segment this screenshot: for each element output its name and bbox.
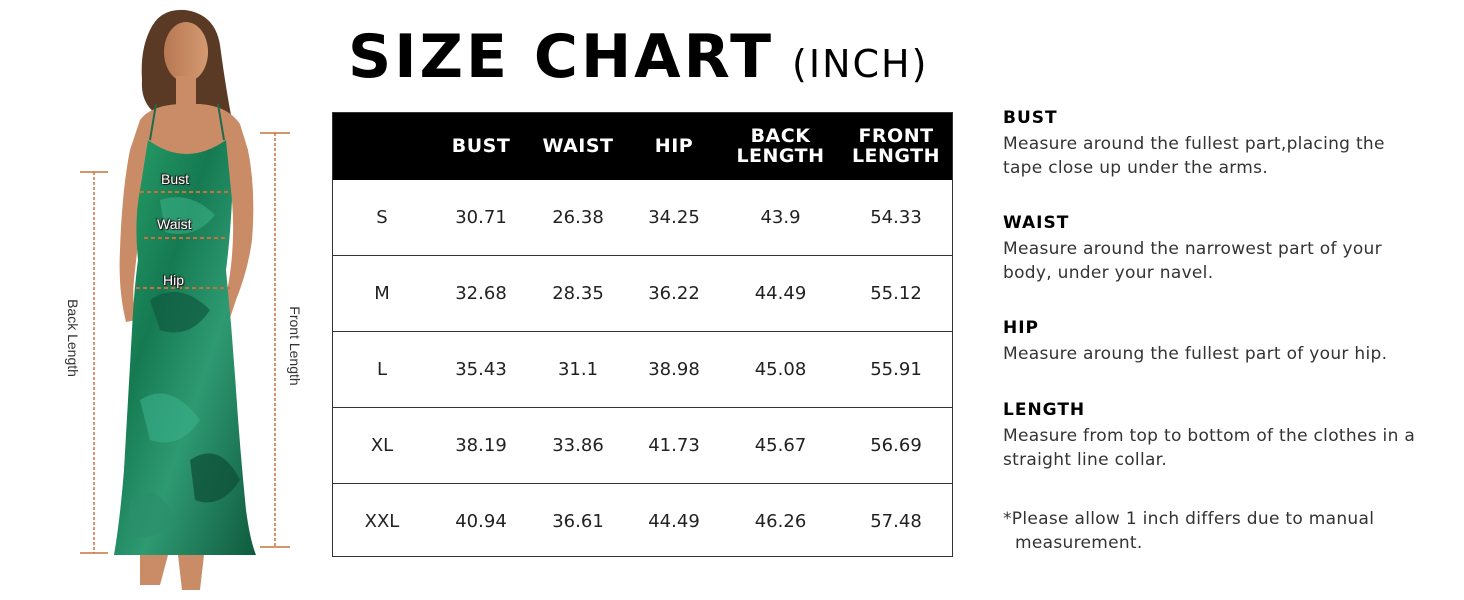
back-length-cell: 44.49 bbox=[722, 256, 839, 332]
waist-cell: 28.35 bbox=[530, 256, 626, 332]
page-title bbox=[348, 22, 928, 92]
hip-cell: 44.49 bbox=[648, 511, 700, 532]
front-length-bracket bbox=[260, 133, 290, 547]
size-cell: XXL bbox=[364, 511, 400, 532]
header-back-length: BACK LENGTH bbox=[722, 112, 839, 180]
size-cell: XL bbox=[332, 408, 432, 484]
hip-cell: 41.73 bbox=[626, 408, 722, 484]
guide-item-bust bbox=[1003, 108, 1453, 213]
guide-text: body, under your navel. bbox=[1003, 263, 1214, 283]
back-length-bracket bbox=[80, 172, 108, 553]
bust-cell: 38.19 bbox=[432, 408, 530, 484]
header-size bbox=[332, 112, 432, 180]
back-length-cell: 46.26 bbox=[754, 511, 807, 532]
guide-heading: WAIST bbox=[1003, 213, 1070, 233]
hip-cell: 34.25 bbox=[626, 180, 722, 256]
table-row bbox=[332, 408, 953, 484]
waist-body-label: Waist bbox=[157, 216, 192, 232]
bust-cell: 32.68 bbox=[432, 256, 530, 332]
face-shape bbox=[164, 22, 208, 82]
guide-item-hip bbox=[1003, 318, 1453, 400]
header-front-length: FRONT LENGTH bbox=[839, 112, 953, 180]
back-length-label: Back Length bbox=[65, 299, 81, 377]
guide-item-length bbox=[1003, 400, 1453, 500]
table-header-row bbox=[332, 112, 953, 180]
title-unit: (INCH) bbox=[792, 42, 929, 86]
model-illustration bbox=[0, 0, 330, 600]
measurement-note bbox=[1003, 507, 1453, 555]
guide-item-waist bbox=[1003, 213, 1453, 318]
measurement-guide bbox=[1003, 108, 1453, 500]
size-cell: M bbox=[332, 256, 432, 332]
front-length-cell: 54.33 bbox=[839, 180, 953, 256]
bust-cell: 30.71 bbox=[432, 180, 530, 256]
bust-body-label: Bust bbox=[161, 171, 190, 187]
model-figure bbox=[0, 0, 330, 600]
size-cell: L bbox=[332, 332, 432, 408]
hip-body-label: Hip bbox=[163, 272, 185, 288]
guide-text: Measure from top to bottom of the clothes in a bbox=[1003, 426, 1416, 446]
header-bust: BUST bbox=[432, 112, 530, 180]
note-line-2: measurement. bbox=[1015, 533, 1143, 553]
front-length-cell: 55.12 bbox=[839, 256, 953, 332]
table-row bbox=[332, 180, 953, 256]
front-length-label: Front Length bbox=[287, 306, 303, 386]
header-waist: WAIST bbox=[530, 112, 626, 180]
waist-cell: 33.86 bbox=[530, 408, 626, 484]
guide-heading: HIP bbox=[1003, 318, 1040, 338]
waist-cell: 31.1 bbox=[530, 332, 626, 408]
guide-text: Measure around the fullest part,placing the bbox=[1003, 134, 1385, 154]
waist-cell: 36.61 bbox=[552, 511, 604, 532]
guide-text: Measure around the narrowest part of your bbox=[1003, 239, 1382, 259]
front-length-cell: 56.69 bbox=[839, 408, 953, 484]
back-length-cell: 43.9 bbox=[722, 180, 839, 256]
bust-cell: 40.94 bbox=[455, 511, 507, 532]
back-length-cell: 45.08 bbox=[722, 332, 839, 408]
waist-cell: 26.38 bbox=[530, 180, 626, 256]
guide-text: straight line collar. bbox=[1003, 450, 1168, 470]
table-row bbox=[332, 256, 953, 332]
front-length-cell: 57.48 bbox=[870, 511, 922, 532]
header-hip: HIP bbox=[626, 112, 722, 180]
guide-heading: LENGTH bbox=[1003, 400, 1086, 420]
guide-text: Measure aroung the fullest part of your hip. bbox=[1003, 344, 1388, 364]
hip-cell: 36.22 bbox=[626, 256, 722, 332]
guide-text: tape close up under the arms. bbox=[1003, 158, 1269, 178]
front-length-cell: 55.91 bbox=[839, 332, 953, 408]
size-cell: S bbox=[332, 180, 432, 256]
bust-cell: 35.43 bbox=[432, 332, 530, 408]
table-row bbox=[332, 484, 953, 560]
note-line-1: *Please allow 1 inch differs due to manual bbox=[1003, 509, 1375, 529]
title-main: SIZE CHART bbox=[348, 22, 775, 92]
back-length-cell: 45.67 bbox=[722, 408, 839, 484]
size-table bbox=[332, 112, 953, 559]
guide-heading: BUST bbox=[1003, 108, 1058, 128]
table-row bbox=[332, 332, 953, 408]
hip-cell: 38.98 bbox=[626, 332, 722, 408]
